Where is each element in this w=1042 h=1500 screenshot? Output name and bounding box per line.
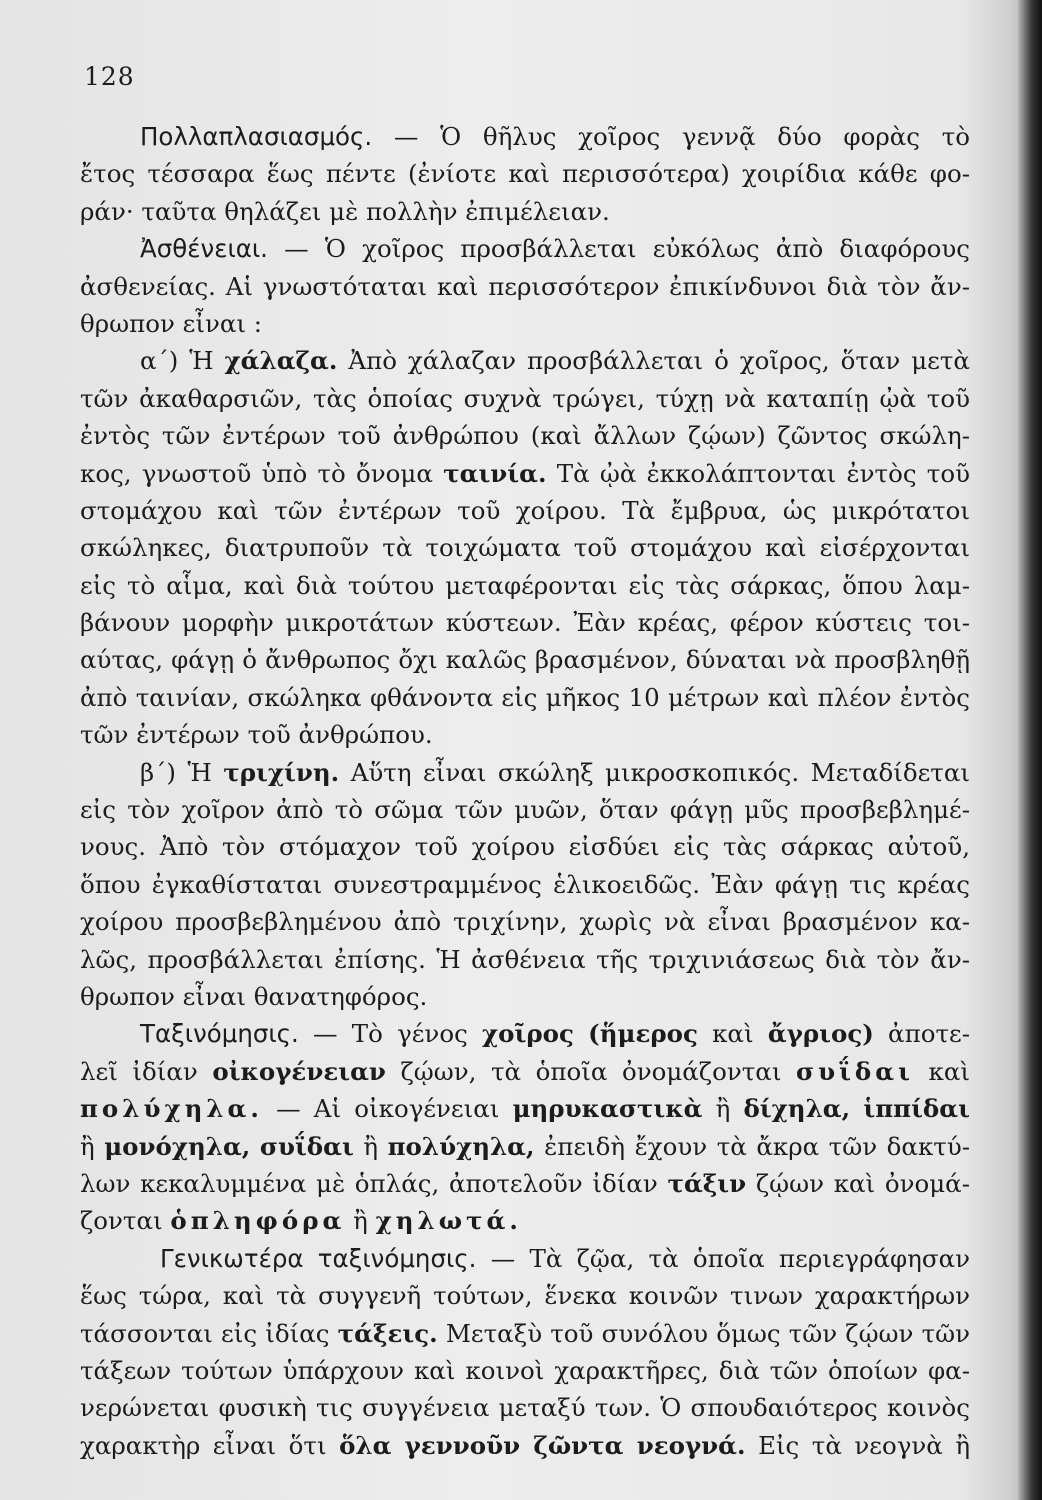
text-run: Τὰ ᾠὰ ἐκκολάπτονται ἐντὸς τοῦ bbox=[546, 458, 970, 488]
text-run-sans: Πολλαπλασιασμός. bbox=[140, 122, 373, 151]
text-run: β΄) Ἡ bbox=[140, 757, 224, 787]
text-run: λῶς, προσβάλλεται ἐπίσης. Ἡ ἀσθένεια τῆς τριχινιάσεως διὰ τὸν ἄν- bbox=[80, 944, 970, 974]
page-number: 128 bbox=[84, 62, 135, 91]
text-line bbox=[80, 1053, 970, 1090]
text-line bbox=[80, 455, 970, 492]
text-run-b: τριχίνη. bbox=[223, 757, 340, 787]
text-run-b: τάξιν bbox=[667, 1168, 747, 1198]
text-run: χοίρου προσβεβλημένου ἀπὸ τριχίνην, χωρὶς νὰ εἶναι βρασμένον κα- bbox=[80, 907, 970, 937]
text-run: — Τὰ ζῷα, τὰ ὁποῖα περιεγράφησαν bbox=[476, 1243, 971, 1273]
text-run-b: ἱππίδαι bbox=[863, 1094, 970, 1124]
text-run-b: συΐδαι bbox=[259, 1131, 354, 1161]
body-text bbox=[80, 118, 970, 1464]
text-line bbox=[80, 1315, 970, 1352]
text-line bbox=[80, 492, 970, 529]
text-run-b: ταινία. bbox=[443, 458, 547, 488]
text-run: ἀσθενείας. Αἱ γνωστόταται καὶ περισσότερον ἐπικίνδυνοι διὰ τὸν ἄν- bbox=[80, 271, 970, 301]
text-run-b: πολύχηλα, bbox=[387, 1131, 535, 1161]
text-run: ζῴων καὶ ὀνομά- bbox=[746, 1168, 970, 1198]
text-run: εἰς τὸν χοῖρον ἀπὸ τὸ σῶμα τῶν μυῶν, ὅταν φάγῃ μῦς προσβεβλημέ- bbox=[80, 795, 970, 825]
text-run-sp: πολύχηλα. bbox=[80, 1094, 263, 1124]
text-line bbox=[80, 1240, 970, 1277]
text-run: ὅπου ἐγκαθίσταται συνεστραμμένος ἑλικοειδῶς. Ἐὰν φάγῃ τις κρέας bbox=[80, 869, 970, 899]
text-run: ζῴων, τὰ ὁποῖα ὀνομάζονται bbox=[385, 1056, 796, 1086]
text-run-sp: ὁπληφόρα bbox=[170, 1206, 346, 1236]
text-line bbox=[80, 941, 970, 978]
text-run: ἐντὸς τῶν ἐντέρων τοῦ ἀνθρώπου (καὶ ἄλλων ζῴων) ζῶντος σκώλη- bbox=[80, 421, 970, 451]
text-run: ἢ bbox=[353, 1131, 388, 1161]
text-run-b: χάλαζα. bbox=[224, 346, 338, 376]
text-line bbox=[80, 155, 970, 192]
text-run-b: ἄγριος) bbox=[767, 1019, 874, 1049]
text-line bbox=[80, 1128, 970, 1165]
text-run: Ἀπὸ χάλαζαν προσβάλλεται ὁ χοῖρος, ὅταν μετὰ bbox=[337, 346, 970, 376]
text-run: τάξεων τούτων ὑπάρχουν καὶ κοινοὶ χαρακτῆρες, διὰ τῶν ὁποίων φα- bbox=[80, 1355, 970, 1385]
text-run: βάνουν μορφὴν μικροτάτων κύστεων. Ἐὰν κρέας, φέρον κύστεις τοι- bbox=[80, 608, 970, 638]
text-run: Μεταξὺ τοῦ συνόλου ὅμως τῶν ζῴων τῶν bbox=[437, 1318, 971, 1348]
text-run: θρωπον εἶναι : bbox=[80, 308, 263, 338]
text-run: α΄) Ἡ bbox=[140, 346, 225, 376]
text-run: Εἰς τὰ νεογνὰ ἢ bbox=[745, 1430, 970, 1460]
text-run: νους. Ἀπὸ τὸν στόμαχον τοῦ χοίρου εἰσδύει εἰς τὰς σάρκας αὐτοῦ, bbox=[80, 832, 970, 862]
text-line bbox=[80, 230, 970, 267]
text-run bbox=[250, 1132, 260, 1161]
text-line bbox=[80, 1427, 970, 1464]
text-run: λων κεκαλυμμένα μὲ ὁπλάς, ἀποτελοῦν ἰδίαν bbox=[80, 1168, 668, 1198]
text-run bbox=[850, 1094, 863, 1123]
text-run-b: δίχηλα, bbox=[743, 1094, 851, 1124]
text-line bbox=[80, 754, 970, 791]
text-line bbox=[80, 342, 970, 379]
text-run: — Ὁ θῆλυς χοῖρος γεννᾷ δύο φορὰς τὸ bbox=[372, 122, 970, 151]
text-run-sp: χηλωτά. bbox=[375, 1206, 522, 1236]
text-run-b: χοῖρος bbox=[482, 1019, 574, 1049]
text-run: ζονται bbox=[80, 1206, 171, 1236]
text-run: κος, γνωστοῦ ὑπὸ τὸ ὄνομα bbox=[80, 458, 444, 488]
text-run: ἐπειδὴ ἔχουν τὰ ἄκρα τῶν δακτύ- bbox=[534, 1131, 970, 1161]
text-line bbox=[80, 1202, 970, 1239]
text-run: ράν· ταῦτα θηλάζει μὲ πολλὴν ἐπιμέλειαν. bbox=[80, 196, 610, 226]
text-line bbox=[80, 1389, 970, 1426]
text-run-b: μηρυκαστικὰ bbox=[512, 1094, 703, 1124]
text-run: — Τὸ γένος bbox=[298, 1019, 483, 1049]
text-run: τῶν ἐντέρων τοῦ ἀνθρώπου. bbox=[80, 720, 433, 750]
text-run: ἢ bbox=[702, 1094, 744, 1124]
text-line bbox=[80, 604, 970, 641]
text-line bbox=[80, 641, 970, 678]
text-line bbox=[80, 118, 970, 155]
book-binding-edge bbox=[1018, 0, 1042, 1500]
text-line bbox=[80, 1090, 970, 1127]
text-line bbox=[80, 1352, 970, 1389]
text-run: χαρακτὴρ εἶναι ὅτι bbox=[80, 1430, 340, 1460]
text-line bbox=[80, 567, 970, 604]
text-line bbox=[80, 791, 970, 828]
text-run-b: μονόχηλα, bbox=[104, 1131, 251, 1161]
text-line bbox=[80, 268, 970, 305]
text-run: Αὕτη εἶναι σκώληξ μικροσκοπικός. Μεταδίδεται bbox=[339, 757, 970, 787]
text-line bbox=[80, 1165, 970, 1202]
text-run: — Αἱ οἰκογένειαι bbox=[262, 1094, 513, 1124]
text-line bbox=[80, 866, 970, 903]
text-line bbox=[80, 193, 970, 230]
text-run-sans: Ταξινόμησις. bbox=[140, 1019, 299, 1049]
text-run: σκώληκες, διατρυποῦν τὰ τοιχώματα τοῦ στομάχου καὶ εἰσέρχονται bbox=[80, 533, 970, 563]
text-line bbox=[80, 679, 970, 716]
text-run: — Ὁ χοῖρος προσβάλλεται εὐκόλως ἀπὸ διαφόρους bbox=[267, 234, 970, 264]
text-line bbox=[80, 529, 970, 566]
text-line bbox=[80, 903, 970, 940]
text-run: ἕως τώρα, καὶ τὰ συγγενῆ τούτων, ἕνεκα κοινῶν τινων χαρακτήρων bbox=[80, 1281, 970, 1311]
text-run: ἀπὸ ταινίαν, σκώληκα φθάνοντα εἰς μῆκος 10 μέτρων καὶ πλέον ἐντὸς bbox=[80, 682, 970, 712]
text-run: νερώνεται φυσικὴ τις συγγένεια μεταξύ των. Ὁ σπουδαιότερος κοινὸς bbox=[80, 1393, 970, 1423]
text-line bbox=[80, 1277, 970, 1314]
text-run-sp: συΐδαι bbox=[796, 1056, 914, 1086]
text-run: καὶ bbox=[697, 1019, 768, 1049]
text-line bbox=[80, 828, 970, 865]
text-run-b: ὅλα γεννοῦν ζῶντα νεογνά. bbox=[339, 1430, 746, 1460]
text-line bbox=[80, 417, 970, 454]
text-run: στομάχου καὶ τῶν ἐντέρων τοῦ χοίρου. Τὰ ἔμβρυα, ὡς μικρότατοι bbox=[80, 495, 970, 525]
text-run-sans: Γενικωτέρα ταξινόμησις. bbox=[160, 1243, 477, 1273]
text-run: αύτας, φάγῃ ὁ ἄνθρωπος ὄχι καλῶς βρασμένον, δύναται νὰ προσβληθῇ bbox=[80, 645, 970, 675]
text-run bbox=[574, 1019, 588, 1048]
text-run: ἔτος τέσσαρα ἕως πέντε (ἐνίοτε καὶ περισσότερα) χοιρίδια κάθε φο- bbox=[80, 159, 970, 189]
text-run-b: τάξεις. bbox=[337, 1318, 438, 1348]
text-line bbox=[80, 716, 970, 753]
text-run: ἀποτε- bbox=[873, 1019, 970, 1049]
text-run: καὶ bbox=[913, 1056, 970, 1086]
text-run: τάσσονται εἰς ἰδίας bbox=[80, 1318, 338, 1348]
text-line bbox=[80, 1015, 970, 1052]
text-line bbox=[80, 978, 970, 1015]
text-run-b: (ἥμερος bbox=[588, 1019, 698, 1049]
text-run: λεῖ ἰδίαν bbox=[80, 1056, 213, 1086]
text-run: θρωπον εἶναι θανατηφόρος. bbox=[80, 981, 428, 1011]
text-run: τῶν ἀκαθαρσιῶν, τὰς ὁποίας συχνὰ τρώγει, τύχῃ νὰ καταπίῃ ᾠὰ τοῦ bbox=[80, 383, 970, 413]
text-run: ἢ bbox=[345, 1206, 376, 1236]
text-line bbox=[80, 380, 970, 417]
text-run-b: οἰκογένειαν bbox=[212, 1056, 386, 1086]
text-line bbox=[80, 305, 970, 342]
text-run: εἰς τὸ αἷμα, καὶ διὰ τούτου μεταφέρονται εἰς τὰς σάρκας, ὅπου λαμ- bbox=[80, 570, 970, 600]
text-run: ἢ bbox=[80, 1131, 105, 1161]
text-run-sans: Ἀσθένειαι. bbox=[140, 234, 268, 264]
